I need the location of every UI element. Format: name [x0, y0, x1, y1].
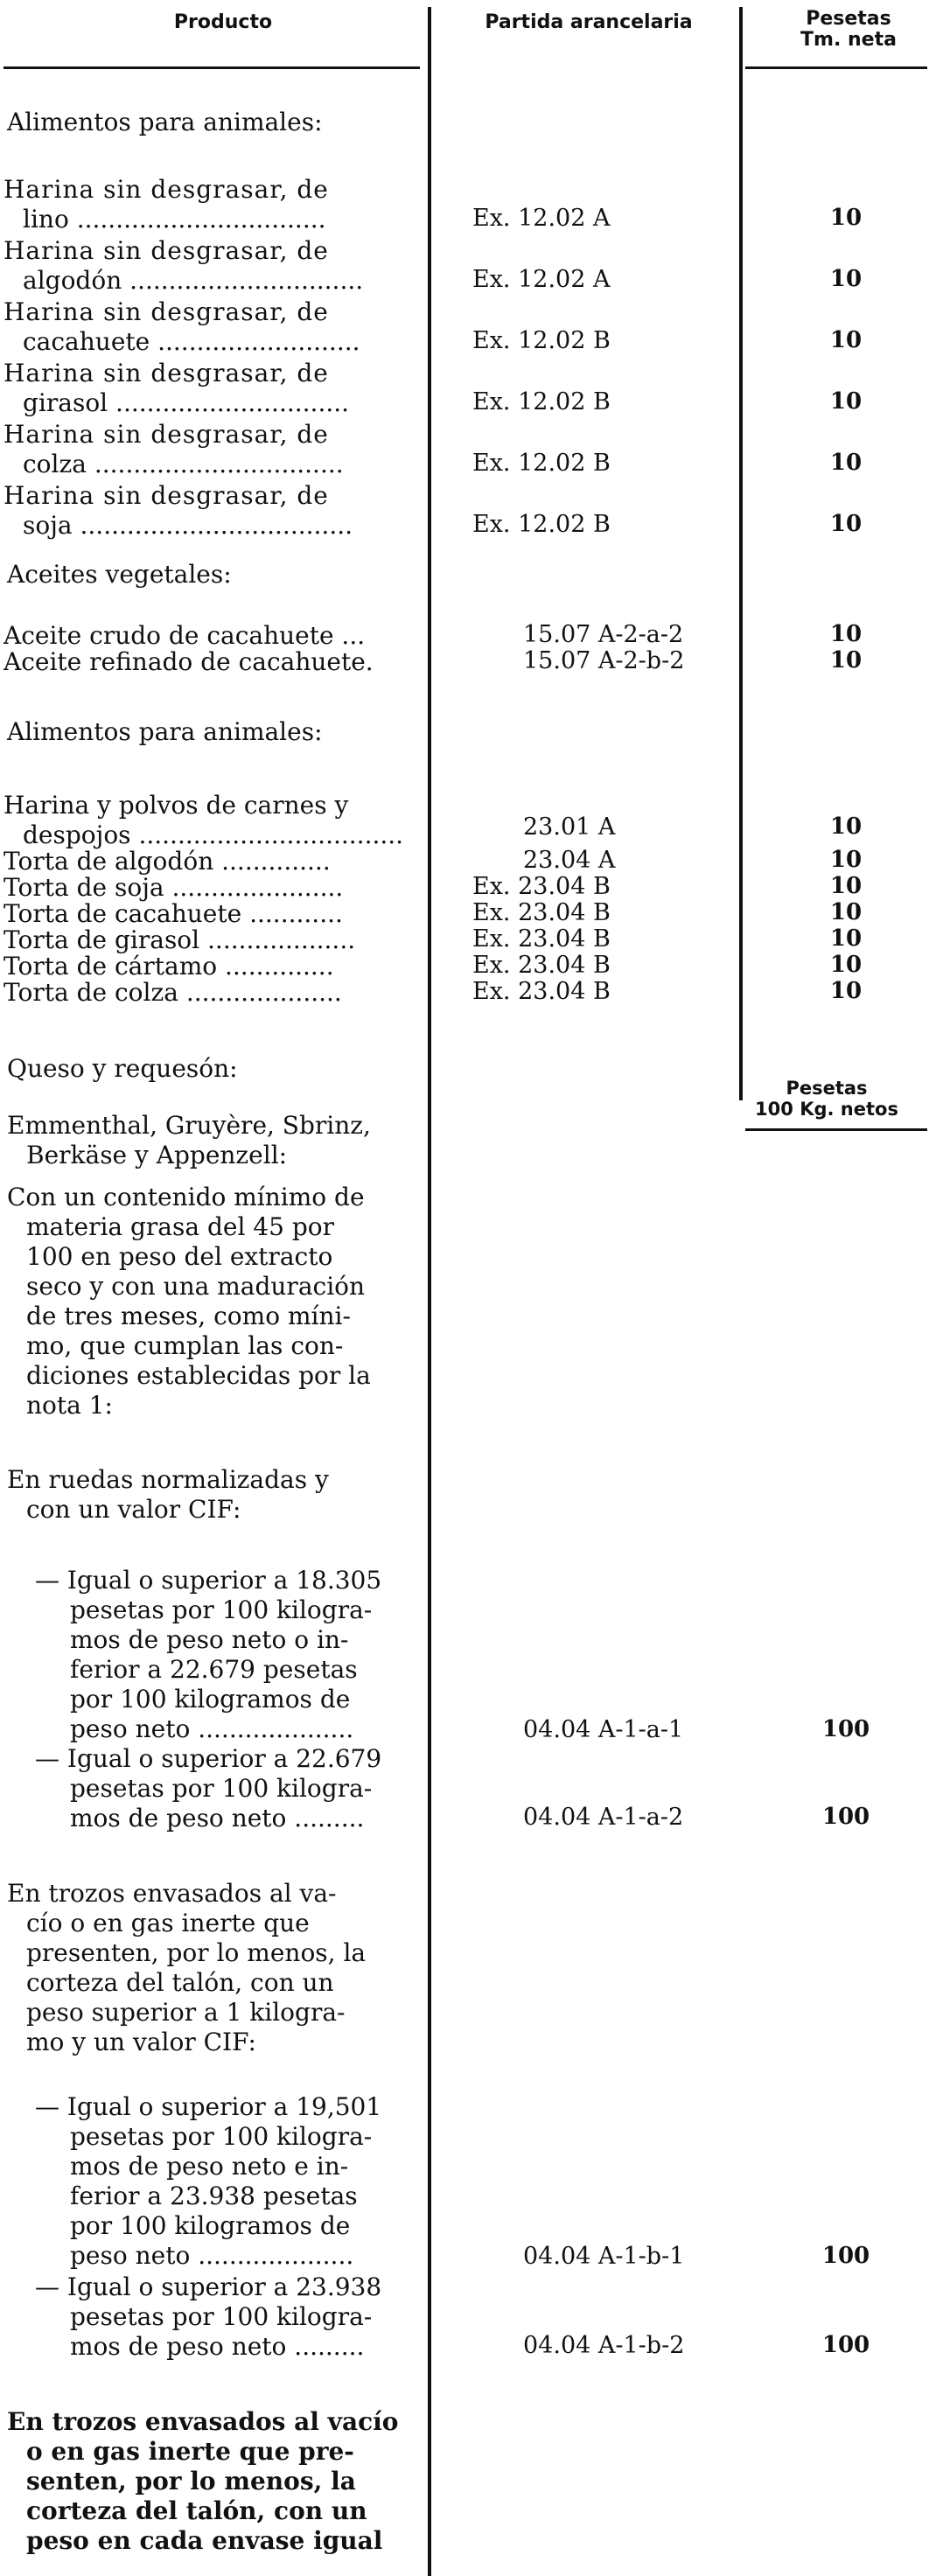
- column-divider-2: [739, 7, 743, 1100]
- product-line: Aceite crudo de cacahuete ...: [3, 621, 366, 650]
- product-line: Harina sin desgrasar, de: [3, 236, 329, 265]
- ruedas-item-1: [7, 1566, 422, 1744]
- valor-cell: 10: [829, 873, 863, 899]
- product-cell: [3, 647, 422, 677]
- valor-cell: 10: [829, 978, 863, 1004]
- text-line: presenten, por lo menos, la: [26, 1938, 367, 1967]
- header-rule-right: [745, 66, 927, 69]
- partida-cell: Ex. 12.02 A: [472, 266, 611, 293]
- partida-cell: 15.07 A-2-b-2: [523, 647, 685, 674]
- text-line: mos de peso neto o in-: [70, 1625, 349, 1654]
- valor-cell: 10: [829, 388, 863, 415]
- text-line: Con un contenido mínimo de: [7, 1183, 365, 1211]
- section-title: Alimentos para animales:: [7, 108, 323, 136]
- text-line: peso neto ....................: [70, 1714, 354, 1743]
- valor-cell: 10: [829, 621, 863, 647]
- product-cell: [3, 791, 422, 850]
- partida-cell: Ex. 23.04 B: [472, 873, 611, 900]
- valor-cell: 10: [829, 813, 863, 840]
- text-line: pesetas por 100 kilogra-: [70, 1595, 373, 1624]
- partida-cell: 23.04 A: [523, 847, 616, 874]
- product-line: Harina sin desgrasar, de: [3, 359, 329, 387]
- valor-cell: 10: [829, 847, 863, 873]
- product-line: Torta de algodón ..............: [3, 847, 331, 876]
- product-cell: [3, 978, 422, 1008]
- col-partida-header: Partida arancelaria: [485, 11, 693, 33]
- text-line: senten, por lo menos, la: [26, 2467, 356, 2496]
- text-line: con un valor CIF:: [26, 1495, 241, 1524]
- text-line: peso neto ....................: [70, 2241, 354, 2270]
- header-rule-left: [3, 66, 420, 69]
- product-line: Torta de soja ......................: [3, 873, 344, 902]
- product-cell: [3, 481, 422, 541]
- valor-cell: 10: [829, 450, 863, 476]
- partida-cell: Ex. 12.02 B: [472, 450, 611, 477]
- ruedas-paragraph: [7, 1465, 422, 1525]
- text-line: — Igual o superior a 19,501: [35, 2092, 382, 2121]
- product-cell: [3, 847, 422, 876]
- col2-pesetas-line1: Pesetas: [786, 1078, 868, 1099]
- partida-cell: Ex. 23.04 B: [472, 899, 611, 926]
- text-line: — Igual o superior a 22.679: [35, 1744, 382, 1773]
- col-pesetas-line2: Tm. neta: [800, 29, 897, 51]
- product-cell: [3, 175, 422, 234]
- text-line: En trozos envasados al vacío: [7, 2407, 399, 2436]
- text-line: por 100 kilogramos de: [70, 2211, 351, 2240]
- partida-cell: Ex. 12.02 B: [472, 511, 611, 538]
- partida-cell: Ex. 12.02 B: [472, 327, 611, 354]
- text-line: En ruedas normalizadas y: [7, 1465, 329, 1494]
- text-line: mos de peso neto .........: [70, 1804, 365, 1833]
- text-line: peso en cada envase igual: [26, 2526, 383, 2555]
- trozos-paragraph: [7, 1879, 422, 2057]
- col-pesetas-line1: Pesetas: [806, 8, 891, 30]
- valor-cell: 10: [829, 925, 863, 952]
- section-title: Alimentos para animales:: [7, 717, 323, 746]
- product-line: Torta de cártamo ..............: [3, 952, 334, 981]
- ruedas-item-2: [7, 1744, 422, 1833]
- text-line: — Igual o superior a 23.938: [35, 2272, 382, 2301]
- partida-cell: 04.04 A-1-b-2: [523, 2332, 685, 2359]
- product-cell: [3, 873, 422, 903]
- product-cell: [3, 952, 422, 981]
- text-line: Berkäse y Appenzell:: [26, 1141, 288, 1169]
- partida-cell: Ex. 12.02 B: [472, 388, 611, 415]
- product-line: despojos ..................................: [23, 820, 404, 849]
- text-line: pesetas por 100 kilogra-: [70, 2302, 373, 2331]
- partida-cell: 04.04 A-1-a-1: [523, 1716, 684, 1743]
- product-line: Harina sin desgrasar, de: [3, 481, 329, 510]
- partida-cell: Ex. 23.04 B: [472, 925, 611, 953]
- partida-cell: 04.04 A-1-a-2: [523, 1804, 684, 1831]
- partida-cell: 23.01 A: [523, 813, 616, 841]
- col2-header-rule: [745, 1128, 927, 1131]
- text-line: seco y con una maduración: [26, 1272, 366, 1301]
- product-line: Torta de girasol ...................: [3, 925, 356, 954]
- trozos-item-2: [7, 2272, 422, 2362]
- text-line: materia grasa del 45 por: [26, 1212, 335, 1241]
- product-cell: [3, 899, 422, 929]
- valor-cell: 10: [829, 511, 863, 537]
- text-line: corteza del talón, con un: [26, 2496, 367, 2525]
- last-paragraph: [7, 2407, 422, 2556]
- product-line: Aceite refinado de cacahuete.: [3, 647, 374, 676]
- contenido-paragraph: [7, 1183, 422, 1421]
- valor-cell: 10: [829, 899, 863, 925]
- col-pesetas-header: [761, 9, 936, 51]
- text-line: de tres meses, como míni-: [26, 1302, 351, 1330]
- text-line: por 100 kilogramos de: [70, 1685, 351, 1714]
- product-cell: [3, 236, 422, 296]
- partida-cell: Ex. 23.04 B: [472, 952, 611, 979]
- partida-cell: Ex. 12.02 A: [472, 205, 611, 232]
- section-title: Queso y requesón:: [7, 1054, 238, 1083]
- column-divider-1: [428, 7, 431, 2576]
- product-line: soja ...................................: [23, 511, 353, 540]
- product-cell: [3, 297, 422, 357]
- valor-cell: 10: [829, 266, 863, 292]
- text-line: pesetas por 100 kilogra-: [70, 2122, 373, 2151]
- partida-cell: Ex. 23.04 B: [472, 978, 611, 1005]
- product-line: algodón ..............................: [23, 266, 364, 295]
- valor-cell: 10: [829, 952, 863, 978]
- product-line: Harina sin desgrasar, de: [3, 420, 329, 449]
- text-line: nota 1:: [26, 1391, 113, 1420]
- col2-pesetas-line2: 100 Kg. netos: [755, 1099, 898, 1120]
- partida-cell: 15.07 A-2-a-2: [523, 621, 684, 648]
- text-line: Emmenthal, Gruyère, Sbrinz,: [7, 1111, 371, 1140]
- product-line: Harina sin desgrasar, de: [3, 175, 329, 204]
- text-line: — Igual o superior a 18.305: [35, 1566, 382, 1595]
- valor-cell: 10: [829, 205, 863, 231]
- valor-cell: 100: [821, 2332, 870, 2358]
- text-line: pesetas por 100 kilogra-: [70, 1774, 373, 1803]
- valor-cell: 10: [829, 327, 863, 353]
- text-line: En trozos envasados al va-: [7, 1879, 337, 1908]
- text-line: corteza del talón, con un: [26, 1968, 334, 1997]
- product-line: colza ................................: [23, 450, 344, 478]
- partida-cell: 04.04 A-1-b-1: [523, 2243, 685, 2270]
- text-line: mos de peso neto e in-: [70, 2152, 349, 2181]
- product-line: Torta de cacahuete ............: [3, 899, 343, 928]
- text-line: mo y un valor CIF:: [26, 2028, 256, 2056]
- text-line: o en gas inerte que pre-: [26, 2437, 354, 2466]
- section-title: Aceites vegetales:: [7, 560, 232, 589]
- valor-cell: 100: [821, 1804, 870, 1830]
- valor-cell: 100: [821, 1716, 870, 1742]
- product-cell: [3, 420, 422, 479]
- trozos-item-1: [7, 2092, 422, 2271]
- text-line: cío o en gas inerte que: [26, 1909, 310, 1937]
- product-line: Harina y polvos de carnes y: [3, 791, 349, 820]
- product-line: Harina sin desgrasar, de: [3, 297, 329, 326]
- text-line: peso superior a 1 kilogra-: [26, 1998, 346, 2027]
- emmenthal-heading: [7, 1111, 420, 1170]
- product-line: girasol ..............................: [23, 388, 350, 417]
- product-cell: [3, 359, 422, 418]
- text-line: ferior a 22.679 pesetas: [70, 1655, 358, 1684]
- valor-cell: 100: [821, 2243, 870, 2269]
- text-line: diciones establecidas por la: [26, 1361, 371, 1390]
- text-line: mo, que cumplan las con-: [26, 1331, 344, 1360]
- text-line: mos de peso neto .........: [70, 2332, 365, 2361]
- valor-cell: 10: [829, 647, 863, 674]
- product-line: cacahuete ..........................: [23, 327, 360, 356]
- text-line: ferior a 23.938 pesetas: [70, 2182, 358, 2210]
- product-cell: [3, 621, 422, 651]
- text-line: 100 en peso del extracto: [26, 1242, 333, 1271]
- col2-pesetas-header: [726, 1078, 927, 1120]
- col-producto-header: Producto: [173, 11, 273, 33]
- product-cell: [3, 925, 422, 955]
- product-line: lino ................................: [23, 205, 326, 234]
- product-line: Torta de colza ....................: [3, 978, 342, 1007]
